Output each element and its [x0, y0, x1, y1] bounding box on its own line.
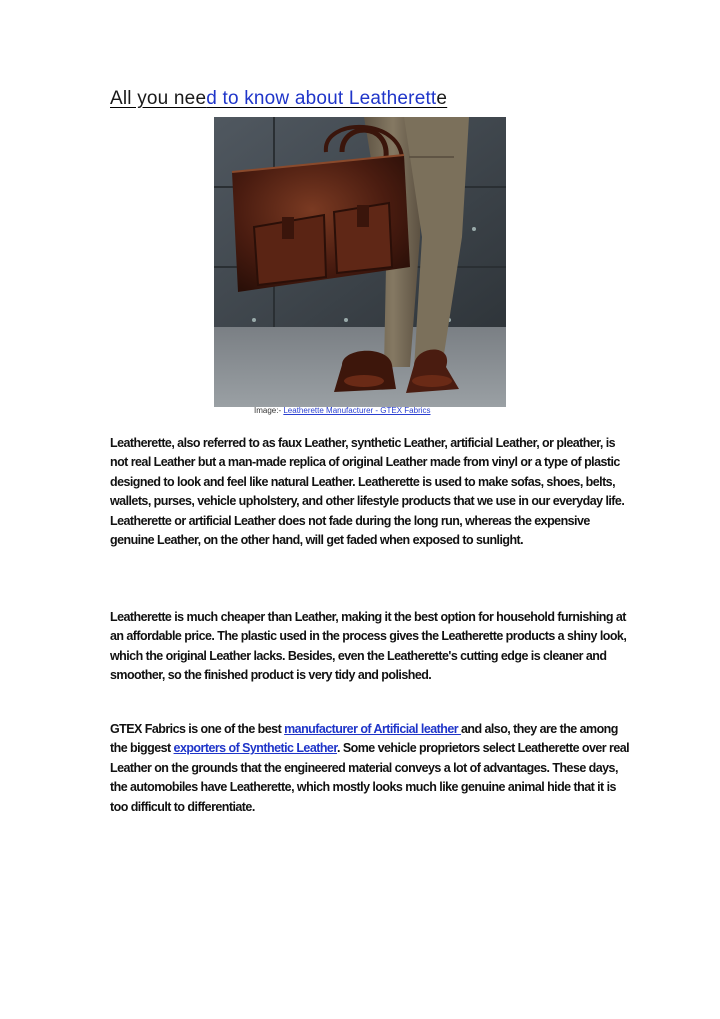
paragraph-3-text	[110, 720, 630, 817]
title-middle: d to know about Leatherett	[206, 88, 437, 109]
paragraph-1	[110, 434, 630, 550]
paragraph-2-text: Leatherette is much cheaper than Leather, making it the best option for household furnishing at an affordable price. The plastic used in the process gives the Leatherette products a shiny look, which the original Leather lacks. Besides, even the Leatherette's cutting edge is cleaner and smoother, so the finished product is very tidy and polished.	[110, 610, 627, 683]
manufacturer-link[interactable]: manufacturer of Artificial leather	[284, 722, 461, 736]
page-title	[110, 88, 447, 110]
title-end: e	[436, 88, 448, 109]
paragraph-1-text-b: Leatherette or artificial Leather does not fade during the long run, whereas the expensive genuine Leather, on the other hand, will get faded when exposed to sunlight.	[110, 513, 590, 548]
caption-prefix: Image:-	[254, 406, 284, 415]
photo-illustration	[214, 117, 506, 407]
paragraph-3-text-2: and also, they are the among the biggest	[110, 722, 618, 756]
paragraph-3	[110, 720, 630, 817]
paragraph-3-text-3: . Some vehicle proprietors select Leatherette over real Leather on the grounds that the engineered material conveys a lot of advantages. These days, the automobiles have Leatherette, which mostly looks much like genuine animal hide that it is too difficult to differentiate.	[110, 741, 630, 814]
paragraph-1-text: Leatherette, also referred to as faux Leather, synthetic Leather, artificial Leather, or pleather, is not real Leather but a man-made replica of original Leather made from vinyl or a type of plastic designed to look and feel like natural Leather. Leatherette is used to make sofas, shoes, belts, wallets, purses, vehicle upholstery, and other lifestyle products that we use in our everyday life.	[110, 436, 625, 509]
paragraph-2	[110, 608, 630, 686]
caption-link[interactable]: Leatherette Manufacturer - GTEX Fabrics	[283, 406, 431, 415]
paragraph-3-text-1: GTEX Fabrics is one of the best	[110, 722, 285, 736]
exporters-link[interactable]: exporters of Synthetic Leather	[173, 741, 337, 756]
image-caption	[254, 406, 431, 415]
leather-bag-photo	[214, 117, 506, 407]
title-start: All you nee	[110, 88, 207, 109]
